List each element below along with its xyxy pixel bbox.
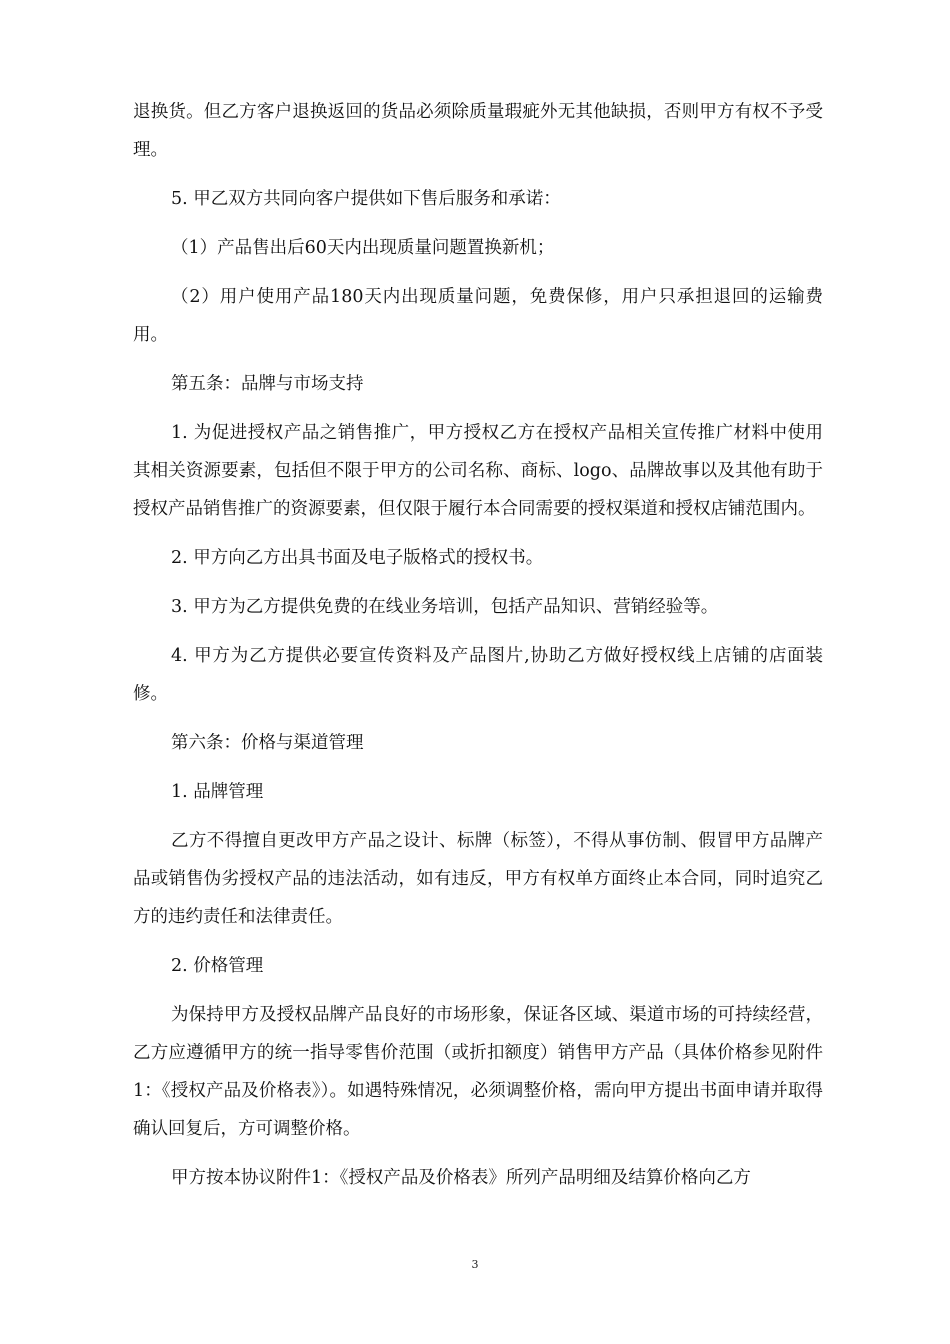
paragraph-after-sales-intro: 5. 甲乙双方共同向客户提供如下售后服务和承诺： [171,189,561,209]
paragraph-article-5-clause-3: 3. 甲方为乙方提供免费的在线业务培训，包括产品知识、营销经验等。 [171,597,719,617]
paragraph-price-management: 为保持甲方及授权品牌产品良好的市场形象，保证各区域、渠道市场的可持续经营，乙方应遵循甲方的统一指导零售价范围（或折扣额度）销售甲方产品（具体价格参见附件1：《授权产品及价格表》）。如遇特殊情况，必须调整价格，需向甲方提出书面申请并取得确认回复后，方可调整价格。 [133,1005,823,1139]
paragraph-return-exchange: 退换货。但乙方客户退换返回的货品必须除质量瑕疵外无其他缺损，否则甲方有权不予受理。 [133,102,823,160]
section-heading-article-6: 第六条：价格与渠道管理 [171,733,364,753]
paragraph-article-5-clause-4: 4. 甲方为乙方提供必要宣传资料及产品图片,协助乙方做好授权线上店铺的店面装修。 [133,646,823,704]
paragraph-article-5-clause-2: 2. 甲方向乙方出具书面及电子版格式的授权书。 [171,548,544,568]
subheading-price-management: 2. 价格管理 [171,956,264,976]
paragraph-after-sales-item-1: （1）产品售出后60天内出现质量问题置换新机； [171,238,555,258]
paragraph-settlement: 甲方按本协议附件1：《授权产品及价格表》所列产品明细及结算价格向乙方 [171,1168,751,1188]
paragraph-after-sales-item-2: （2）用户使用产品180天内出现质量问题，免费保修，用户只承担退回的运输费用。 [133,287,823,345]
document-body [133,93,823,1208]
paragraph-article-5-clause-1: 1. 为促进授权产品之销售推广，甲方授权乙方在授权产品相关宣传推广材料中使用其相关资源要素，包括但不限于甲方的公司名称、商标、logo、品牌故事以及其他有助于授权产品销售推广的资源要素，但仅限于履行本合同需要的授权渠道和授权店铺范围内。 [133,423,823,519]
section-heading-article-5: 第五条：品牌与市场支持 [171,374,364,394]
paragraph-brand-management: 乙方不得擅自更改甲方产品之设计、标牌（标签），不得从事仿制、假冒甲方品牌产品或销售伪劣授权产品的违法活动，如有违反，甲方有权单方面终止本合同，同时追究乙方的违约责任和法律责任。 [133,831,823,927]
subheading-brand-management: 1. 品牌管理 [171,782,264,802]
page-number: 3 [471,1258,479,1271]
